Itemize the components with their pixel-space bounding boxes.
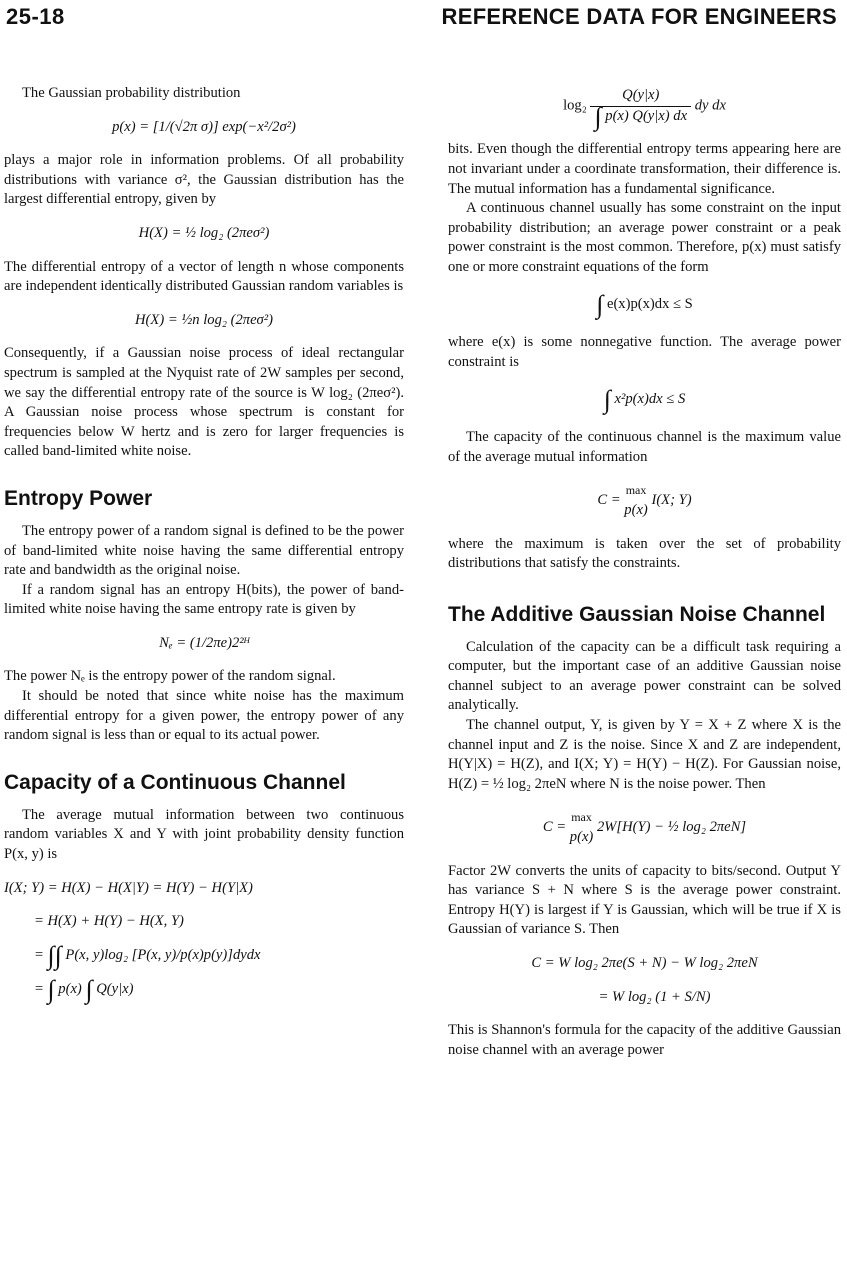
equation-log-ratio [448,86,841,131]
paragraph: where the maximum is taken over the set of probability distributions that satisfy the constraints. [448,535,841,572]
paragraph: Factor 2W converts the units of capacity to bits/second. Output Y has variance S + N where S is the average power constraint. Entropy H(Y) is largest if Y is Gaussian, which will be true if X is Gaussian of variance S. Then [448,862,841,938]
paragraph: The Gaussian probability distribution [22,85,241,101]
equation-capacity: C = max p(x) I(X; Y) [448,481,841,520]
paragraph: The channel output, Y, is given by Y = X + Z where X is the channel input and Z is the noise. Since X and Z are independent, H(Y|X) = H(Z), and I(X; Y) = H(Y) − H(Z). For Gaussian noise, H(Z) = ½ log₂ 2πeN where N is the noise power. Then [448,717,841,792]
paragraph: Calculation of the capacity can be a difficult task requiring a computer, but the important case of an additive Gaussian noise channel subject to an average power constraint can be solved analytically. [448,638,841,714]
equation-entropy: H(X) = ½ log₂ (2πeσ²) [138,224,270,241]
paragraph: It should be noted that since white noise has the maximum differential entropy for a given power, the entropy power of any random signal is less than or equal to its actual power. [4,688,404,744]
paragraph: bits. Even though the differential entropy terms appearing here are not invariant under a coordinate transformation, their difference is. The mutual information has a fundamental significance. [448,141,841,197]
paragraph: If a random signal has an entropy H(bits), the power of band-limited white noise having the same entropy rate is given by [4,581,404,618]
integrand: P(x, y)log₂ [P(x, y)/p(x)p(y)]dydx [65,946,261,963]
paragraph: The differential entropy of a vector of length n whose components are independent identically distributed Gaussian random variables is [4,258,404,295]
paragraph: A continuous channel usually has some constraint on the input probability distribution; an average power constraint or a peak power constraint is the most common. Therefore, p(x) must satisfy one or more constraint equations of the form [448,200,841,275]
integral-icon: ∫ [603,385,611,415]
section-heading-entropy-power: Entropy Power [4,486,153,510]
numerator: Q(y|x) [590,86,691,107]
max-operator: max p(x) [569,810,594,846]
equation-shannon: = W log₂ (1 + S/N) [598,988,711,1005]
equation-capacity-gaussian: C = max p(x) 2W[H(Y) − ½ log₂ 2πeN] [448,808,841,847]
page-number: 25-18 [6,4,65,29]
paragraph: The capacity of the continuous channel is the maximum value of the average mutual information [448,429,841,465]
equation-gaussian: p(x) = [1/(√2π σ)] exp(−x²/2σ²) [112,118,296,135]
paragraph: where e(x) is some nonnegative function. The average power constraint is [448,334,841,370]
integral-icon: ∫ [596,290,604,320]
paragraph: Consequently, if a Gaussian noise process of ideal rectangular spectrum is sampled at the Nyquist rate of 2W samples per second, we say the differential entropy rate of the source is W log₂ (2πeσ²). A Gaussian noise process whose spectrum is constant for frequencies below W hertz and is zero for larger frequencies is called band-limited white noise. [4,345,404,460]
equation-integral-q: = ∫ p(x) ∫ Q(y|x) [34,974,134,1004]
equation-shannon-expanded: C = W log₂ 2πe(S + N) − W log₂ 2πeN [531,955,758,972]
running-head: REFERENCE DATA FOR ENGINEERS [441,4,837,29]
fraction [590,86,691,131]
integrand-p: p(x) [58,980,82,997]
equation-double-integral: = ∫∫ P(x, y)log₂ [P(x, y)/p(x)p(y)]dydx [34,940,261,970]
equation-joint-entropy: = H(X) + H(Y) − H(X, Y) [34,913,184,930]
integral-icon: ∫ [47,940,55,970]
integral-icon: ∫ [47,974,55,1004]
paragraph: The average mutual information between two continuous random variables X and Y with joint probability density function P(x, y) is [4,806,404,863]
section-heading-additive-gaussian: The Additive Gaussian Noise Channel [448,602,826,626]
denominator: ∫ p(x) Q(y|x) dx [594,101,688,131]
right-column [448,86,841,1060]
integrand-q: Q(y|x) [96,980,134,997]
equation-mutual-information: I(X; Y) = H(X) − H(X|Y) = H(Y) − H(Y|X) [4,879,253,896]
max-operator: max p(x) [624,483,648,518]
equation-entropy-power: Nₑ = (1/2πe)2²ᴴ [159,634,249,651]
paragraph: The entropy power of a random signal is defined to be the power of band-limited white noise having the same differential entropy rate and bandwidth as the original noise. [4,522,404,579]
log-label: log₂ [563,97,587,114]
equation-power-constraint: ∫ x²p(x)dx ≤ S [603,385,686,415]
integral-icon: ∫ [594,101,602,131]
integral-icon: ∫ [85,974,93,1004]
equation-vector-entropy: H(X) = ½n log₂ (2πeσ²) [135,311,273,328]
left-column [4,84,404,1013]
differentials: dy dx [694,97,726,114]
section-heading-capacity: Capacity of a Continuous Channel [4,770,346,794]
paragraph: This is Shannon's formula for the capacity of the additive Gaussian noise channel with an average power [448,1022,841,1058]
equation-constraint: ∫ e(x)p(x)dx ≤ S [596,290,693,320]
paragraph: The power Nₑ is the entropy power of the random signal. [4,668,336,685]
integral-icon: ∫ [54,940,62,970]
paragraph: plays a major role in information problems. Of all probability distributions with variance σ², the Gaussian distribution has the largest differential entropy, given by [4,152,404,208]
